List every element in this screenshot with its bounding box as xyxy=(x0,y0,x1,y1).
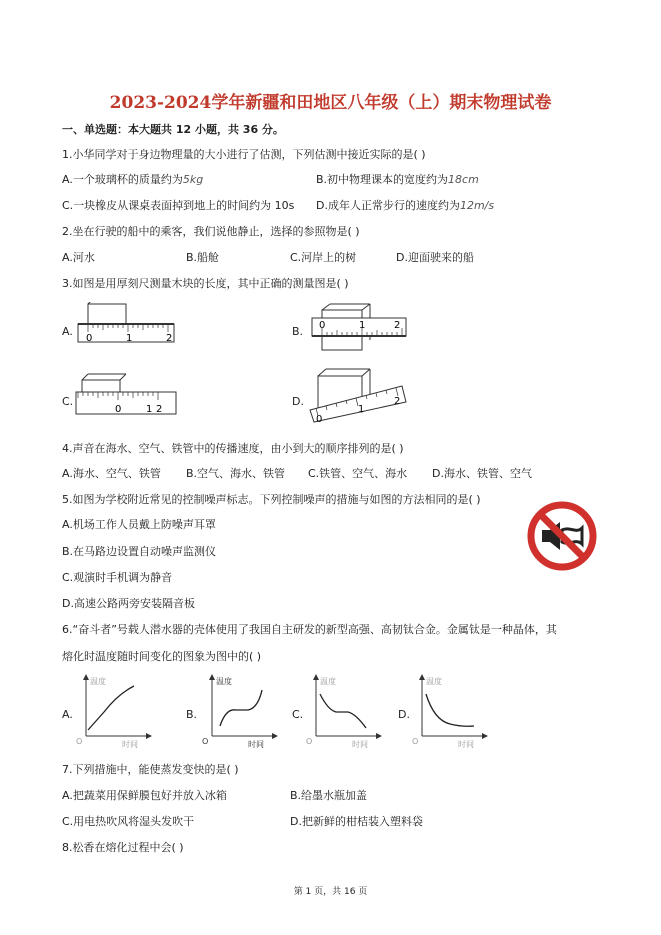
q2-option-c[interactable]: C.河岸上的树 xyxy=(290,251,357,264)
q3-ruler-figure-c xyxy=(72,370,180,422)
q3-c-tick-2: 2 xyxy=(156,404,163,415)
q1-option-d[interactable]: D.成年人正常步行的速度约为12m/s xyxy=(316,199,495,212)
q2-option-a[interactable]: A.河水 xyxy=(62,251,95,264)
page-footer: 第 1 页，共 16 页 xyxy=(293,887,368,897)
q1-option-a-value: 5kg xyxy=(182,173,204,186)
q4-option-b[interactable]: B.空气、海水、铁管 xyxy=(186,467,286,480)
q6-c-xlabel: 时间 xyxy=(352,740,368,748)
q7-stem: 7.下列措施中，能使蒸发变快的是( ) xyxy=(62,763,239,776)
q6-option-a-label[interactable]: A. xyxy=(62,708,73,721)
q1-option-b-value: 18cm xyxy=(448,173,479,186)
q6-option-d-label[interactable]: D. xyxy=(398,708,410,721)
q6-stem-line1: 6.“奋斗者”号载人潜水器的壳体使用了我国自主研发的新型高强、高韧钛合金。金属钛是一种晶体，其 xyxy=(62,623,557,636)
q4-option-c[interactable]: C.铁管、空气、海水 xyxy=(308,467,408,480)
q3-b-tick-1: 1 xyxy=(359,320,366,331)
q8-stem: 8.松香在熔化过程中会( ) xyxy=(62,841,184,854)
q1-option-c[interactable]: C.一块橡皮从课桌表面掉到地上的时间约为 10s xyxy=(62,199,295,212)
q6-a-origin: O xyxy=(76,737,83,746)
q3-c-tick-1: 1 xyxy=(146,404,153,415)
q5-option-c[interactable]: C.观演时手机调为静音 xyxy=(62,571,173,584)
q6-stem-line2: 熔化时温度随时间变化的图象为图中的( ) xyxy=(62,650,262,663)
q3-c-tick-0: 0 xyxy=(115,404,122,415)
q3-ruler-figure-b xyxy=(306,302,410,354)
q6-d-ylabel: 温度 xyxy=(426,677,442,686)
q6-a-ylabel: 温度 xyxy=(90,677,106,686)
q7-option-d[interactable]: D.把新鲜的柑桔装入塑料袋 xyxy=(290,815,423,828)
q3-ruler-figure-a xyxy=(74,302,178,350)
q5-option-b[interactable]: B.在马路边设置自动噪声监测仪 xyxy=(62,545,217,558)
q2-option-b[interactable]: B.船舱 xyxy=(186,251,220,264)
q6-b-xlabel: 时间 xyxy=(248,740,264,748)
q6-d-origin: O xyxy=(412,737,419,746)
q6-graph-d xyxy=(410,672,490,748)
q1-option-a[interactable]: A.一个玻璃杯的质量约为5kg xyxy=(62,173,204,186)
q6-c-origin: O xyxy=(306,737,313,746)
q6-graph-a xyxy=(74,672,154,748)
q7-option-a[interactable]: A.把蔬菜用保鲜膜包好并放入冰箱 xyxy=(62,789,227,802)
q6-b-ylabel: 温度 xyxy=(216,677,232,686)
q3-stem: 3.如图是用厚刻尺测量木块的长度，其中正确的测量图是( ) xyxy=(62,277,349,290)
q3-option-a-label[interactable]: A. xyxy=(62,325,73,338)
q3-d-tick-0: 0 xyxy=(316,414,323,424)
q4-option-d[interactable]: D.海水、铁管、空气 xyxy=(432,467,532,480)
q3-d-tick-1: 1 xyxy=(358,404,365,415)
q7-option-b[interactable]: B.给墨水瓶加盖 xyxy=(290,789,368,802)
q6-d-xlabel: 时间 xyxy=(458,740,474,748)
q1-option-b[interactable]: B.初中物理课本的宽度约为18cm xyxy=(316,173,479,186)
q4-option-a[interactable]: A.海水、空气、铁管 xyxy=(62,467,161,480)
q3-a-tick-0: 0 xyxy=(86,333,93,344)
q3-a-tick-1: 1 xyxy=(126,333,133,344)
q4-stem: 4.声音在海水、空气、铁管中的传播速度，由小到大的顺序排列的是( ) xyxy=(62,442,404,455)
q6-option-c-label[interactable]: C. xyxy=(292,708,304,721)
q3-a-tick-2: 2 xyxy=(166,333,173,344)
q6-option-b-label[interactable]: B. xyxy=(186,708,198,721)
q3-b-tick-2: 2 xyxy=(394,320,401,331)
q1-stem: 1.小华同学对于身边物理量的大小进行了估测，下列估测中接近实际的是( ) xyxy=(62,148,426,161)
section-heading: 一、单选题：本大题共 12 小题，共 36 分。 xyxy=(62,123,284,136)
q6-a-xlabel: 时间 xyxy=(122,740,138,748)
q5-option-a[interactable]: A.机场工作人员戴上防噪声耳罩 xyxy=(62,518,216,531)
q3-b-tick-0: 0 xyxy=(319,320,326,331)
q3-option-c-label[interactable]: C. xyxy=(62,395,74,408)
q6-graph-b xyxy=(200,672,280,748)
q2-option-d[interactable]: D.迎面驶来的船 xyxy=(396,251,474,264)
page-title: 2023-2024学年新疆和田地区八年级（上）期末物理试卷 xyxy=(109,93,552,113)
q5-stem: 5.如图为学校附近常见的控制噪声标志。下列控制噪声的措施与如图的方法相同的是( ) xyxy=(62,493,481,506)
q6-c-ylabel: 温度 xyxy=(320,677,336,686)
q7-option-c[interactable]: C.用电热吹风将湿头发吹干 xyxy=(62,815,195,828)
q2-stem: 2.坐在行驶的船中的乘客，我们说他静止，选择的参照物是( ) xyxy=(62,225,360,238)
no-honking-sign-icon xyxy=(526,500,598,572)
q5-option-d[interactable]: D.高速公路两旁安装隔音板 xyxy=(62,597,195,610)
q3-option-b-label[interactable]: B. xyxy=(292,325,304,338)
q3-option-d-label[interactable]: D. xyxy=(292,395,304,408)
q3-ruler-figure-d xyxy=(306,366,410,424)
q1-option-d-value: 12m/s xyxy=(459,199,495,212)
q3-d-tick-2: 2 xyxy=(394,396,401,407)
q6-b-origin: O xyxy=(202,737,209,746)
q6-graph-c xyxy=(304,672,384,748)
